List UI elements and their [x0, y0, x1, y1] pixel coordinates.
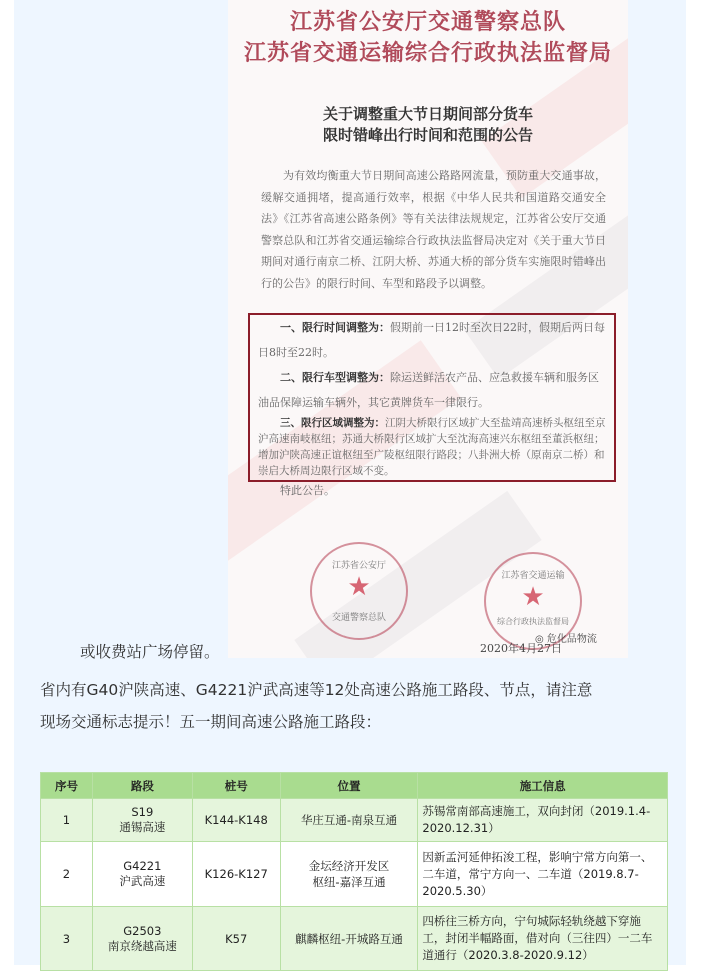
notice-title-1: 关于调整重大节日期间部分货车 [322, 105, 533, 123]
notice-item-3 [258, 415, 608, 479]
road-name: 通锡高速 [119, 820, 166, 834]
header-stake: 桩号 [192, 773, 280, 799]
paragraph-line-1: 省内有G40沪陕高速、G4221沪武高速等12处高速公路施工路段、节点，请注意 [40, 681, 593, 699]
star-icon: ★ [521, 582, 545, 612]
road-code: G2503 [123, 923, 162, 938]
notice-intro: 为有效均衡重大节日期间高速公路路网流量，预防重大交通事故，缓解交通拥堵，提高通行效率，根据《中华人民共和国道路交通安全法》《江苏省高速公路条例》等有关法律法规规定，江苏省公安厅交通警察总队和江苏省交通运输综合行政执法监督局决定对《关于重大节日期间对通行南京二桥、江阴大桥、苏通大桥的部分货车实施限时错峰出行的公告》的限行时间、车型和路段予以调整。 [261, 169, 606, 290]
notice-date: 2020年4月27日 [480, 642, 562, 655]
location-line: 枢纽-嘉泽互通 [312, 875, 386, 889]
location-line: 金坛经济开发区 [308, 859, 390, 873]
seal-text: 江苏省交通运输 [501, 571, 565, 581]
seal-text: 江苏省公安厅 [331, 561, 386, 571]
issuer-line-1: 江苏省公安厅交通警察总队 [289, 9, 566, 35]
header-road: 路段 [92, 773, 192, 799]
item-body: 假期前一日12时至次日22时，假期后两日每日8时至22时。 [258, 321, 605, 359]
table-header [41, 773, 668, 799]
cell-road [92, 842, 192, 907]
notice-item-1 [258, 315, 608, 365]
road-code: S19 [131, 805, 154, 819]
text-fragment: 或收费站广场停留。 [80, 643, 220, 661]
cell-no: 1 [41, 799, 93, 842]
cell-location: 麒麟枢纽-开城路互通 [280, 907, 418, 971]
construction-table [40, 772, 668, 971]
notice-title-2: 限时错峰出行时间和范围的公告 [322, 126, 533, 144]
cell-location: 华庄互通-南泉互通 [280, 799, 418, 842]
item-body: 除运送鲜活农产品、应急救援车辆和服务区油品保障运输车辆外，其它黄牌货车一律限行。 [258, 371, 599, 409]
cell-stake: K57 [192, 907, 280, 971]
road-name: 沪武高速 [119, 874, 166, 888]
cell-road [92, 799, 192, 842]
notice-item-2 [258, 365, 608, 415]
item-heading: 一、限行时间调整为： [280, 321, 390, 334]
table-row [41, 842, 668, 907]
cell-info: 苏锡常南部高速施工，双向封闭（2019.1.4-2020.12.31） [418, 799, 668, 842]
cell-stake: K144-K148 [192, 799, 280, 842]
cell-info: 四桥往三桥方向，宁句城际轻轨绕越下穿施工，封闭半幅路面，借对向（三往四）一二车道通行（2020.3.8-2020.9.12） [418, 907, 668, 971]
cell-location [280, 842, 418, 907]
cell-no: 2 [41, 842, 93, 907]
road-code: G4221 [123, 859, 162, 873]
item-heading: 三、限行区域调整为： [280, 417, 385, 429]
source-label: 危化品物流 [546, 634, 597, 645]
cell-stake: K126-K127 [192, 842, 280, 907]
wechat-icon: ◎ [535, 634, 544, 645]
header-no: 序号 [41, 773, 93, 799]
cell-no: 3 [41, 907, 93, 971]
seal-text: 综合行政执法监督局 [497, 617, 569, 626]
cell-road [92, 907, 192, 971]
seal-traffic-police [310, 542, 408, 640]
paragraph-line-2: 现场交通标志提示！五一期间高速公路施工路段： [40, 713, 382, 731]
header-info: 施工信息 [418, 773, 668, 799]
notice-closing: 特此公告。 [280, 484, 335, 497]
item-heading: 二、限行车型调整为： [280, 371, 390, 384]
table-row [41, 907, 668, 971]
header-location: 位置 [280, 773, 418, 799]
road-name: 南京绕越高速 [107, 938, 177, 953]
cell-info: 因新孟河延伸拓浚工程，影响宁常方向第一、二车道，常宁方向一、二车道（2019.8.7-2020.5.30） [418, 842, 668, 907]
seal-text: 交通警察总队 [331, 613, 386, 623]
table-row [41, 799, 668, 842]
issuer-line-2: 江苏省交通运输综合行政执法监督局 [243, 40, 612, 66]
star-icon: ★ [347, 572, 371, 602]
item-body: 江阴大桥限行区域扩大至盐靖高速桥头枢纽至京沪高速南岐枢纽；苏通大桥限行区域扩大至沈海高速兴东枢纽至董浜枢纽；增加沪陕高速正谊枢纽至广陵枢纽限行路段；八卦洲大桥（原南京二桥）和崇启大桥周边限行区域不变。 [258, 417, 606, 477]
